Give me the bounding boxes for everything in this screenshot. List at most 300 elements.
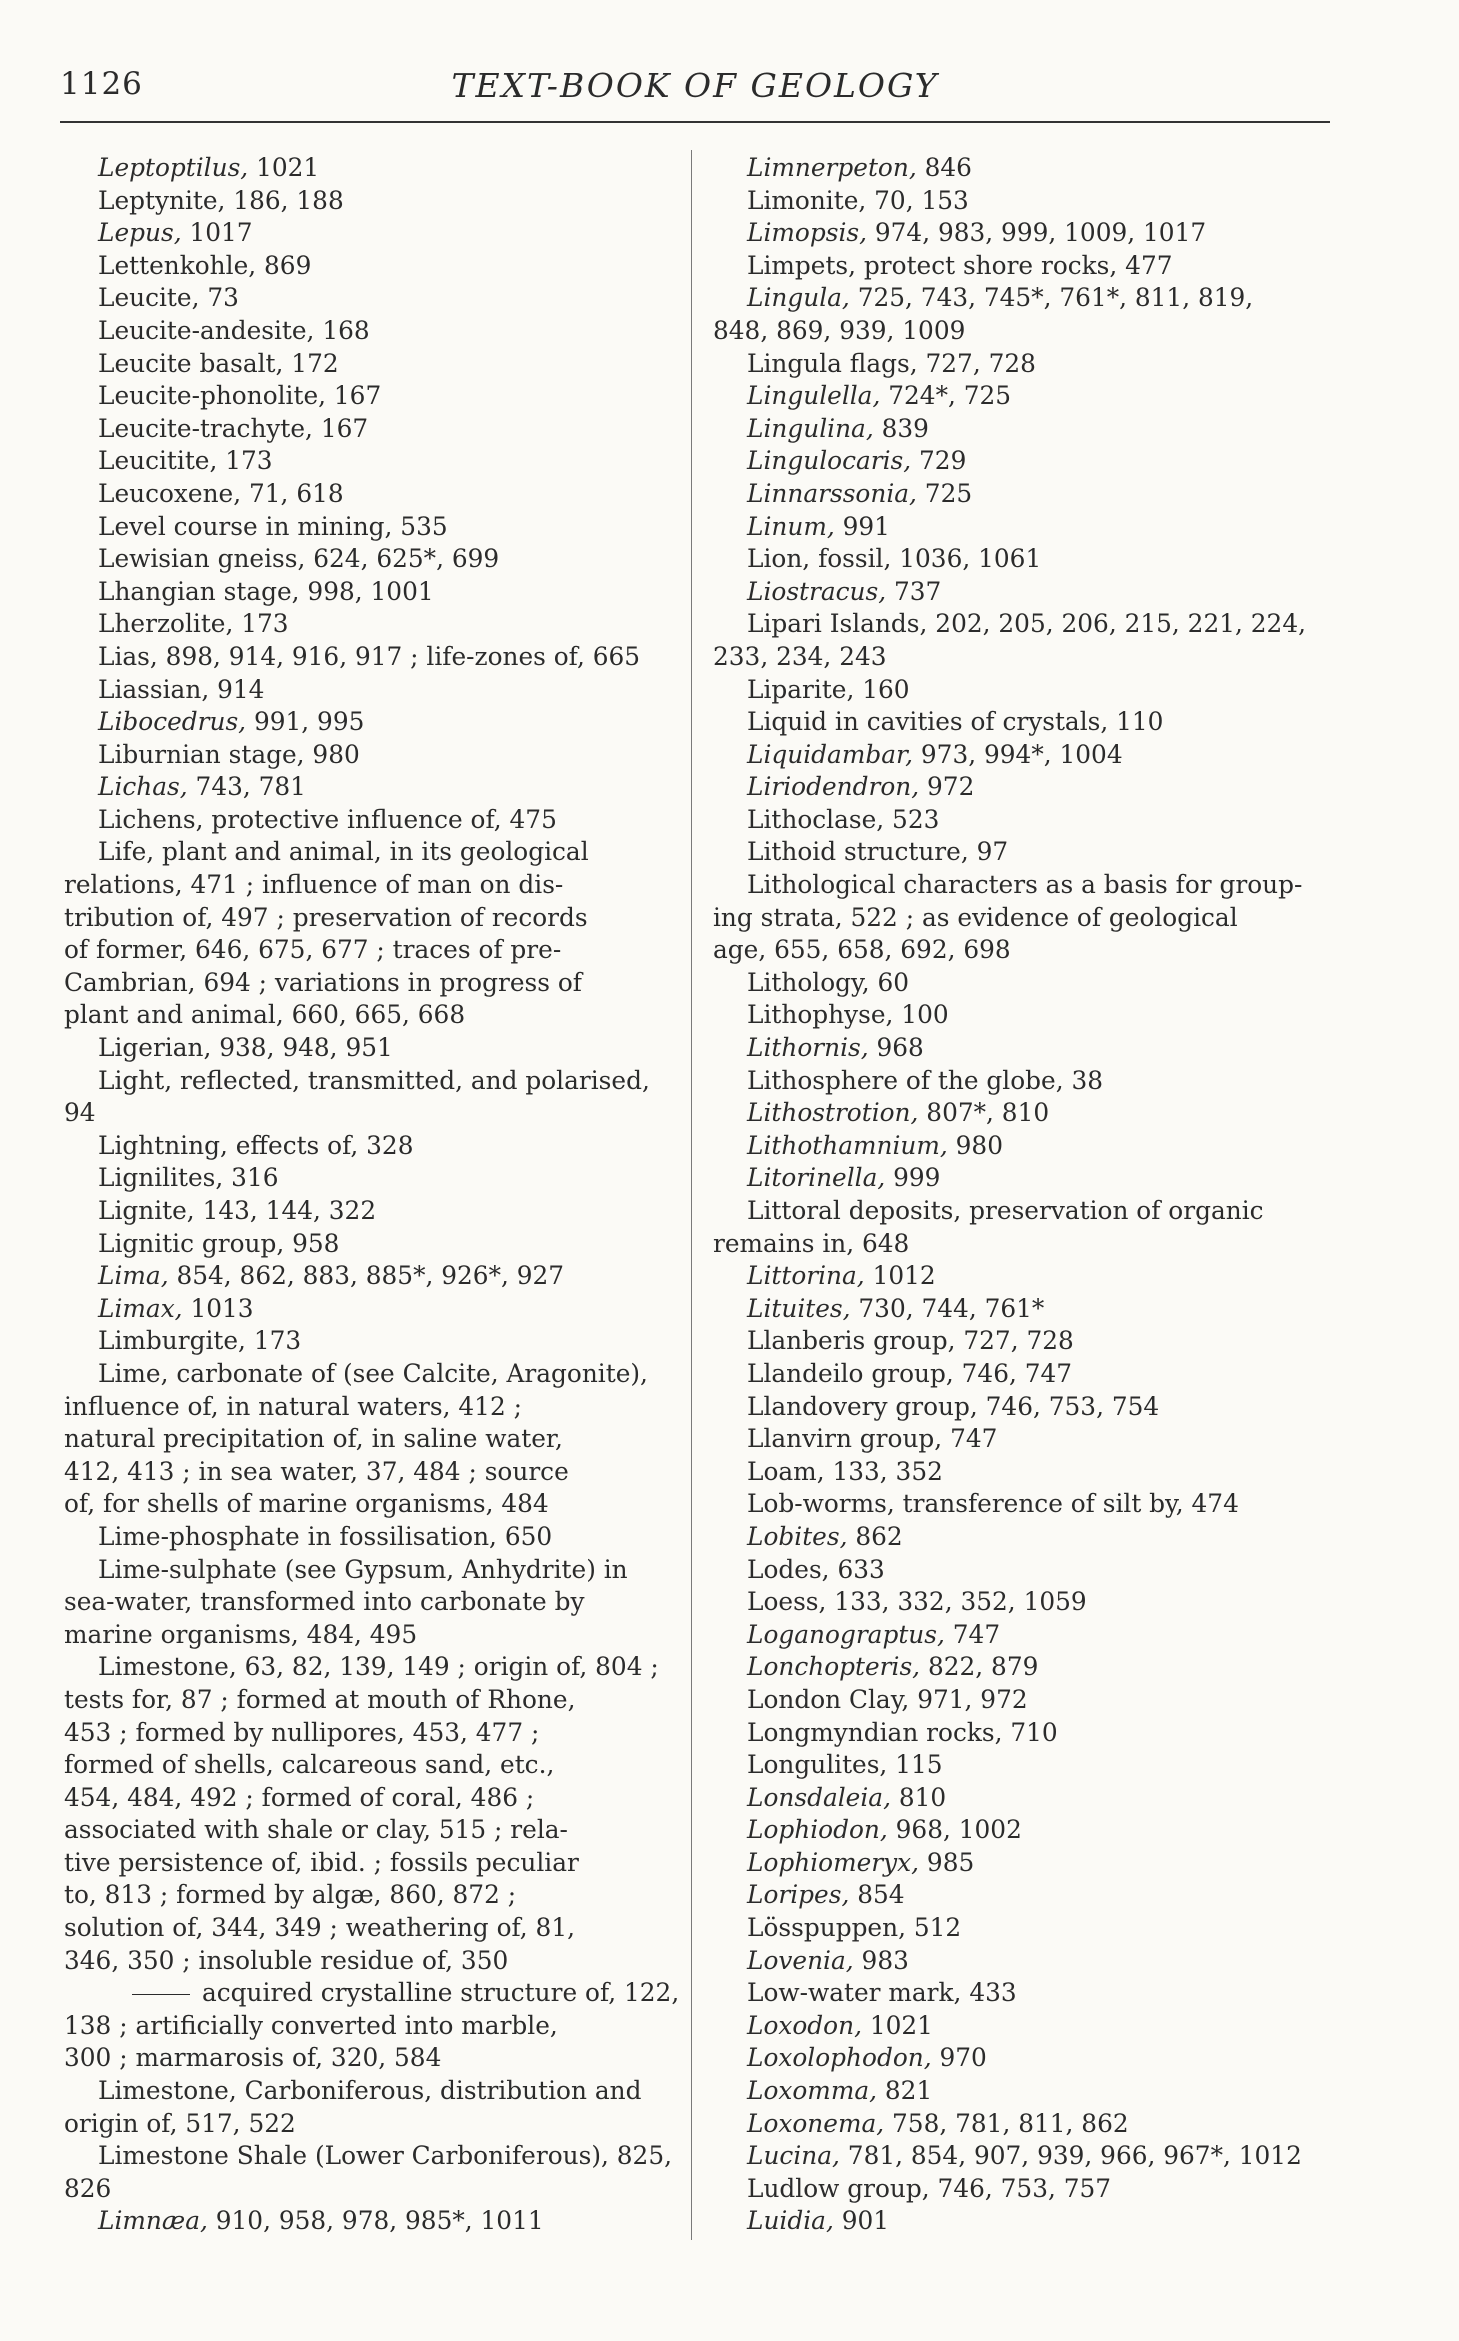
index-entry-line: [747, 706, 1333, 739]
index-entry-line: [98, 608, 684, 641]
index-term: Lophiomeryx,: [747, 1847, 920, 1877]
index-locators: (Lower Carboniferous), 825,: [307, 2141, 672, 2171]
index-entry-line: [747, 1032, 1333, 1065]
index-entry-line: [747, 1423, 1333, 1456]
index-term: Loxomma,: [747, 2076, 878, 2106]
index-entry: [64, 576, 684, 609]
index-locators: remains in, 648: [713, 1228, 910, 1258]
index-term: Llanberis group,: [747, 1326, 956, 1356]
index-term: Longulites,: [747, 1750, 888, 1780]
index-term: London Clay,: [747, 1684, 910, 1714]
index-entry: [713, 1358, 1333, 1391]
index-locators: Cambrian, 694 ; variations in progress of: [64, 967, 582, 997]
index-locators: 998, 1001: [299, 576, 434, 606]
index-locators: 958: [284, 1228, 340, 1258]
index-entry-line: [98, 1651, 684, 1684]
index-entry: [64, 1195, 684, 1228]
index-locators: 172: [283, 348, 339, 378]
index-entry-line: [747, 608, 1333, 641]
index-entry: [713, 1749, 1333, 1782]
index-locators: (see Gypsum, Anhydrite) in: [276, 1554, 628, 1584]
index-term: Lion,: [747, 544, 811, 574]
index-entry-continuation: [64, 999, 684, 1032]
index-locators: reflected, transmitted, and polarised,: [172, 1065, 650, 1095]
index-locators: 985: [919, 1847, 975, 1877]
index-entry: [713, 1782, 1333, 1815]
index-term: Limax,: [98, 1293, 183, 1323]
index-term: Lithosphere: [747, 1065, 899, 1095]
index-entry: [713, 1684, 1333, 1717]
index-entry: [713, 1325, 1333, 1358]
index-term: Lingula flags,: [747, 348, 918, 378]
index-entry-line: [747, 1391, 1333, 1424]
index-locators: acquired crystalline structure of, 122,: [202, 1978, 680, 2008]
index-term: Lithoclase,: [747, 804, 885, 834]
index-locators: origin of, 517, 522: [64, 2108, 296, 2138]
index-entry: [713, 1977, 1333, 2010]
index-entry: [713, 1554, 1333, 1587]
index-entry: [713, 804, 1333, 837]
index-locators: protect shore rocks, 477: [856, 250, 1173, 280]
index-entry-line: [747, 478, 1333, 511]
index-entry-continuation: [713, 1228, 1333, 1261]
index-locators: sea-water, transformed into carbonate by: [64, 1587, 585, 1617]
index-entry-line: [98, 2140, 684, 2173]
index-locators: fossil, 1036, 1061: [810, 544, 1042, 574]
index-entry: [64, 2140, 684, 2205]
page-header: [60, 66, 1330, 116]
index-entry-line: [747, 217, 1333, 250]
index-locators: 862: [847, 1521, 903, 1551]
index-term: Lithostrotion,: [747, 1098, 919, 1128]
index-term: Ligerian,: [98, 1033, 212, 1063]
index-locators: 100: [893, 1000, 949, 1030]
index-entry: [64, 1130, 684, 1163]
index-term: Limnerpeton,: [747, 153, 917, 182]
index-locators: 983: [853, 1945, 909, 1975]
index-entry: [713, 2108, 1333, 2141]
index-entry: [713, 1293, 1333, 1326]
index-entry: [713, 1065, 1333, 1098]
index-entry-line: [98, 445, 684, 478]
index-locators: 167: [326, 381, 382, 411]
index-locators: 1012: [864, 1261, 936, 1291]
index-entry: [713, 2140, 1333, 2173]
index-entry: [713, 250, 1333, 283]
index-locators: 73: [199, 283, 239, 313]
index-locators: associated with shale or clay, 515 ; rela-: [64, 1815, 568, 1845]
index-entry: [64, 804, 684, 837]
index-term: Lewisian gneiss,: [98, 544, 306, 574]
index-locators: 991: [834, 511, 890, 541]
index-term: Lipari Islands,: [747, 609, 928, 639]
index-entry-line: [747, 152, 1333, 185]
index-locators: 938, 948, 951: [211, 1033, 393, 1063]
index-locators: 523: [884, 804, 940, 834]
index-entry-line: [747, 739, 1333, 772]
index-term: Lituites,: [747, 1293, 851, 1323]
index-locators: 730, 744, 761*: [850, 1293, 1045, 1323]
index-locators: 633: [829, 1554, 885, 1584]
index-entry: [713, 445, 1333, 478]
index-locators: 747: [942, 1424, 998, 1454]
index-term: Limpets,: [747, 250, 857, 280]
index-term: Loess,: [747, 1587, 827, 1617]
index-locators: protective influence of, 475: [203, 804, 557, 834]
index-locators: of the globe, 38: [898, 1065, 1104, 1095]
index-entry-line: [98, 706, 684, 739]
index-entry: [713, 2173, 1333, 2206]
index-term: Loganograptus,: [747, 1619, 945, 1649]
index-locators: formed of shells, calcareous sand, etc.,: [64, 1750, 555, 1780]
index-locators: 914: [209, 674, 265, 704]
index-locators: 725, 743, 745*, 761*, 811, 819,: [849, 283, 1254, 313]
index-entry-line: [747, 1586, 1333, 1619]
index-entry: [64, 543, 684, 576]
index-locators: plant and animal, 660, 665, 668: [64, 1000, 466, 1030]
index-term: Leptoptilus,: [98, 153, 249, 182]
index-locators: 186, 188: [225, 185, 344, 215]
index-entry-line: [98, 836, 684, 869]
index-entry-line: [747, 1130, 1333, 1163]
index-entry-line: [98, 2075, 684, 2108]
index-locators: 63, 82, 139, 149 ; origin of, 804 ;: [236, 1652, 659, 1682]
index-entry: [713, 1097, 1333, 1130]
index-entry: [64, 250, 684, 283]
index-entry: [713, 2042, 1333, 2075]
index-locators: 746, 753, 754: [977, 1391, 1160, 1421]
index-locators: 968: [868, 1033, 924, 1063]
index-term: Ludlow group,: [747, 2173, 930, 2203]
index-term: Lovenia,: [747, 1945, 854, 1975]
index-locators: 202, 205, 206, 215, 221, 224,: [927, 609, 1306, 639]
index-locators: 980: [947, 1130, 1003, 1160]
index-locators: 725: [916, 478, 973, 508]
index-locators: 133, 332, 352, 1059: [826, 1587, 1087, 1617]
index-locators: as a basis for group-: [1037, 870, 1303, 900]
index-entry-line: [747, 1684, 1333, 1717]
index-term: Liriodendron,: [747, 772, 920, 802]
index-term: Lepus,: [98, 218, 182, 248]
index-entry-line: [747, 1977, 1333, 2010]
index-term: Leucoxene,: [98, 478, 242, 508]
index-term: Light,: [98, 1065, 173, 1095]
index-entry-line: [747, 413, 1333, 446]
index-entry: [713, 1032, 1333, 1065]
index-locators: carbonate of (see Calcite, Aragonite),: [168, 1358, 648, 1388]
index-locators: 173: [245, 1326, 302, 1356]
header-rule: [60, 121, 1330, 123]
index-entry-continuation: [713, 315, 1333, 348]
index-term: Lherzolite,: [98, 609, 234, 639]
index-entry-line: [747, 804, 1333, 837]
index-term: Lignitic group,: [98, 1228, 285, 1258]
index-term: Lettenkohle,: [98, 250, 257, 280]
index-entry-line: [747, 2108, 1333, 2141]
index-entry: [64, 1977, 684, 2075]
index-entry: [64, 380, 684, 413]
index-term: Lichas,: [98, 772, 188, 802]
index-entry: [713, 2010, 1333, 2043]
index-locators: 821: [877, 2076, 933, 2106]
index-entry: [713, 1586, 1333, 1619]
index-entry: [713, 2205, 1333, 2238]
index-entry-line: [98, 185, 684, 218]
index-entry: [713, 413, 1333, 446]
index-entry: [713, 2075, 1333, 2108]
index-entry-line: [747, 1554, 1333, 1587]
page-number: 1126: [60, 66, 143, 102]
index-term: Lingula,: [747, 283, 850, 313]
index-entry: [64, 608, 684, 641]
index-entry-continuation: [64, 1391, 684, 1424]
index-term: Loxolophodon,: [747, 2043, 932, 2073]
index-entry-continuation: [64, 1847, 684, 1880]
index-term: Limonite,: [747, 185, 867, 215]
index-entry: [713, 999, 1333, 1032]
index-locators: 624, 625*, 699: [305, 544, 500, 574]
index-locators: 854, 862, 883, 885*, 926*, 927: [168, 1261, 565, 1291]
index-entry: [713, 771, 1333, 804]
index-entry: [64, 1554, 684, 1652]
index-locators: 316: [223, 1163, 279, 1193]
index-locators: 898, 914, 916, 917 ; life-zones of, 665: [157, 641, 641, 671]
index-locators: 746, 753, 757: [929, 2173, 1112, 2203]
index-term: Lightning,: [98, 1130, 228, 1160]
index-entry: [713, 1521, 1333, 1554]
index-entry-continuation: [64, 1717, 684, 1750]
index-entry: [713, 1456, 1333, 1489]
index-term: Llanvirn group,: [747, 1424, 943, 1454]
index-entry-line: [747, 445, 1333, 478]
index-locators: 846: [916, 153, 972, 182]
index-term: Lithornis,: [747, 1033, 869, 1063]
index-entry: [713, 1619, 1333, 1652]
index-entry: [713, 674, 1333, 707]
index-locators: 115: [887, 1750, 943, 1780]
index-term: Loam,: [747, 1456, 825, 1486]
index-term: Lichens,: [98, 804, 204, 834]
index-entry-line: [747, 185, 1333, 218]
index-entry: [64, 641, 684, 674]
index-entry: [64, 771, 684, 804]
index-locators: 71, 618: [241, 478, 344, 508]
index-entry-line: [98, 543, 684, 576]
index-locators: 94: [64, 1098, 96, 1128]
index-entry: [713, 478, 1333, 511]
index-locators: 160: [854, 674, 910, 704]
index-entry-line: [747, 1749, 1333, 1782]
index-locators: plant and animal, in its geological: [154, 837, 589, 867]
index-entry: [713, 1879, 1333, 1912]
index-locators: 826: [64, 2173, 112, 2203]
index-entry: [713, 739, 1333, 772]
index-term: Lingulina,: [747, 413, 874, 443]
index-entry: [713, 869, 1333, 967]
index-entry-line: [98, 1293, 684, 1326]
index-term: Lithoid structure,: [747, 837, 969, 867]
index-locators: 727, 728: [917, 348, 1036, 378]
index-locators: 453 ; formed by nullipores, 453, 477 ;: [64, 1717, 540, 1747]
index-term: Lonchopteris,: [747, 1652, 921, 1682]
index-entry: [64, 2075, 684, 2140]
index-entry-continuation: [64, 1586, 684, 1619]
index-locators: 1013: [182, 1293, 254, 1323]
index-entry-line: [98, 413, 684, 446]
index-locators: Carboniferous, distribution and: [236, 2076, 642, 2106]
index-entry: [64, 478, 684, 511]
index-entry: [713, 543, 1333, 576]
index-entry-line: [747, 967, 1333, 1000]
index-term: Lime-sulphate: [98, 1554, 277, 1584]
index-entry-line: [98, 1065, 684, 1098]
index-entry-line: [747, 1879, 1333, 1912]
index-term: Leucite-trachyte,: [98, 413, 313, 443]
index-entry-line: [98, 478, 684, 511]
index-entry-continuation: [64, 1619, 684, 1652]
index-locators: 807*, 810: [918, 1098, 1050, 1128]
index-term: Limestone Shale: [98, 2141, 308, 2171]
index-term: Luidia,: [747, 2206, 834, 2236]
index-entry-line: [747, 1162, 1333, 1195]
index-entry-line: [98, 1325, 684, 1358]
ditto-dash: [132, 1994, 190, 1995]
index-entry-line: [747, 348, 1333, 381]
index-term: Life,: [98, 837, 155, 867]
index-entry-line: [747, 1260, 1333, 1293]
index-term: Lignilites,: [98, 1163, 224, 1193]
index-entry: [713, 1195, 1333, 1260]
index-entry-line: [98, 674, 684, 707]
index-entry-continuation: [64, 2010, 684, 2043]
index-locators: 758, 781, 811, 862: [884, 2108, 1129, 2138]
index-locators: 980: [304, 739, 360, 769]
index-locators: 346, 350 ; insoluble residue of, 350: [64, 1945, 509, 1975]
index-entry-line: [747, 1651, 1333, 1684]
index-locators: 535: [392, 511, 448, 541]
index-entry: [64, 185, 684, 218]
index-term: Lingulocaris,: [747, 446, 912, 476]
index-term: Low-water mark,: [747, 1978, 962, 2008]
index-locators: 810: [890, 1782, 947, 1812]
index-term: Longmyndian rocks,: [747, 1717, 1003, 1747]
index-locators: 1021: [248, 153, 320, 182]
index-entry: [64, 2205, 684, 2238]
index-locators: 454, 484, 492 ; formed of coral, 486 ;: [64, 1782, 535, 1812]
index-entry-continuation: [64, 1488, 684, 1521]
index-entry-line: [98, 1032, 684, 1065]
index-entry-continuation: [64, 1456, 684, 1489]
index-entry-continuation: [64, 1945, 684, 1978]
index-entry-line: [98, 282, 684, 315]
index-entry-line: [747, 250, 1333, 283]
index-term: Lima,: [98, 1261, 169, 1291]
index-entry-line: [98, 217, 684, 250]
index-locators: 746, 747: [953, 1358, 1073, 1388]
index-locators: 901: [833, 2206, 890, 2236]
index-entry-line: [747, 1065, 1333, 1098]
index-entry-line: [98, 1358, 684, 1391]
index-entry: [64, 1358, 684, 1521]
index-entry-line: [747, 1619, 1333, 1652]
index-entry-line: [747, 1097, 1333, 1130]
index-entry: [64, 1032, 684, 1065]
index-entry-line: [98, 1228, 684, 1261]
index-locators: in fossilisation, 650: [299, 1521, 553, 1551]
index-entry-line: [747, 1325, 1333, 1358]
index-entry-continuation: [64, 1684, 684, 1717]
index-entry: [713, 1162, 1333, 1195]
index-term: Llandeilo group,: [747, 1358, 954, 1388]
index-entry-line: [98, 1260, 684, 1293]
index-locators: natural precipitation of, in saline water,: [64, 1424, 563, 1454]
index-locators: 433: [961, 1978, 1017, 2008]
index-entry-line: [747, 1717, 1333, 1750]
index-entry-continuation: [64, 2042, 684, 2075]
index-locators: effects of, 328: [227, 1130, 414, 1160]
index-term: Limestone,: [98, 2076, 237, 2106]
index-term: Liostracus,: [747, 576, 887, 606]
index-locators: marine organisms, 484, 495: [64, 1619, 418, 1649]
index-locators: 781, 854, 907, 939, 966, 967*, 1012: [839, 2141, 1302, 2171]
index-locators: ing strata, 522 ; as evidence of geological: [713, 902, 1238, 932]
index-entry-line: [747, 543, 1333, 576]
index-term: Liburnian stage,: [98, 739, 305, 769]
index-entry-line: [747, 2140, 1333, 2173]
index-term: Limestone,: [98, 1652, 237, 1682]
index-entry-continuation: [64, 1097, 684, 1130]
index-entry-continuation: [64, 1423, 684, 1456]
index-locators: of, for shells of marine organisms, 484: [64, 1489, 549, 1519]
index-entry-line: [747, 771, 1333, 804]
index-entry: [713, 1130, 1333, 1163]
index-entry: [713, 380, 1333, 413]
index-locators: 168: [314, 315, 370, 345]
index-entry: [64, 348, 684, 381]
index-entry-line: [98, 804, 684, 837]
index-entry-line: [747, 999, 1333, 1032]
index-term: Limopsis,: [747, 218, 867, 248]
index-entry-line: [98, 1977, 684, 2010]
index-entry: [713, 1391, 1333, 1424]
index-term: Leptynite,: [98, 185, 226, 215]
index-term: Liassian,: [98, 674, 210, 704]
index-locators: 869: [256, 250, 312, 280]
index-term: Loxonema,: [747, 2108, 885, 2138]
index-locators: 412, 413 ; in sea water, 37, 484 ; source: [64, 1456, 569, 1486]
index-locators: 70, 153: [866, 185, 969, 215]
index-entry-line: [98, 511, 684, 544]
index-entry: [713, 608, 1333, 673]
index-locators: 512: [905, 1913, 962, 1943]
index-entry: [713, 576, 1333, 609]
index-locators: age, 655, 658, 692, 698: [713, 935, 1011, 965]
index-entry: [64, 282, 684, 315]
index-entry-line: [747, 380, 1333, 413]
index-column-left: [64, 152, 684, 2238]
index-term: Littorina,: [747, 1261, 865, 1291]
index-term: Libocedrus,: [98, 707, 247, 737]
index-locators: 173: [233, 609, 289, 639]
index-locators: tests for, 87 ; formed at mouth of Rhone,: [64, 1684, 576, 1714]
index-entry: [713, 1912, 1333, 1945]
index-locators: 972: [919, 772, 975, 802]
index-locators: transference of silt by, 474: [894, 1489, 1239, 1519]
index-entry-line: [747, 1945, 1333, 1978]
index-entry-continuation: [64, 1912, 684, 1945]
index-entry-line: [747, 2075, 1333, 2108]
index-entry: [713, 1651, 1333, 1684]
